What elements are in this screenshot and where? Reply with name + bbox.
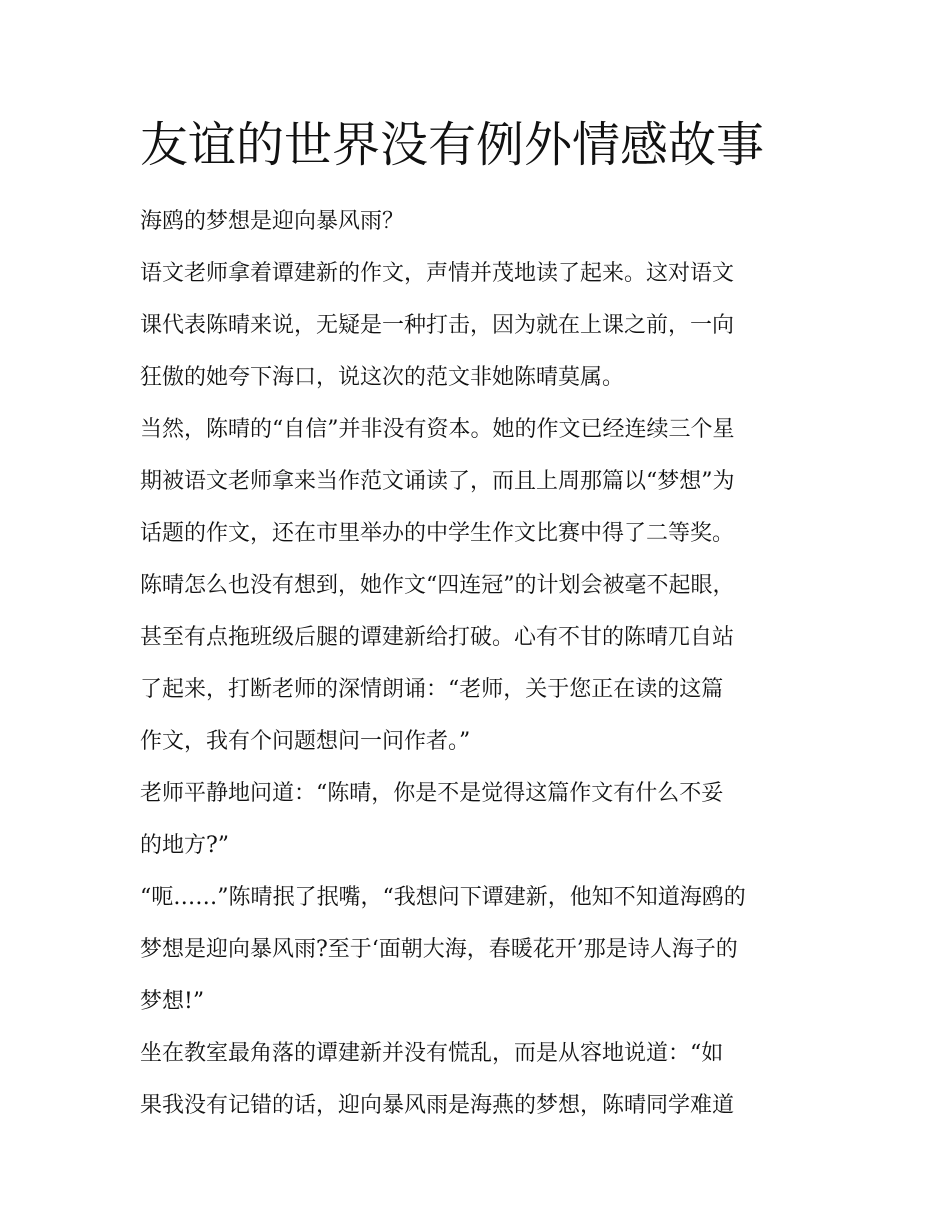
text-line: 话题的作文，还在市里举办的中学生作文比赛中得了二等奖。: [140, 521, 735, 546]
text-line: 了起来，打断老师的深情朗诵：“老师，关于您正在读的这篇: [140, 677, 724, 702]
document-title: 友谊的世界没有例外情感故事: [140, 117, 765, 173]
text-line: 甚至有点拖班级后腿的谭建新给打破。心有不甘的陈晴兀自站: [140, 625, 735, 650]
text-line: 狂傲的她夸下海口，说这次的范文非她陈晴莫属。: [140, 365, 625, 390]
text-line: 语文老师拿着谭建新的作文，声情并茂地读了起来。这对语文: [140, 261, 735, 286]
text-line: 海鸥的梦想是迎向暴风雨？: [140, 209, 405, 234]
text-line: 陈晴怎么也没有想到，她作文“四连冠”的计划会被毫不起眼，: [140, 573, 735, 598]
text-line: 作文，我有个问题想问一问作者。”: [140, 729, 471, 754]
text-line: 老师平静地问道：“陈晴，你是不是觉得这篇作文有什么不妥: [140, 781, 724, 806]
text-line: 坐在教室最角落的谭建新并没有慌乱，而是从容地说道：“如: [140, 1041, 724, 1066]
text-line: 课代表陈晴来说，无疑是一种打击，因为就在上课之前，一向: [140, 313, 735, 338]
text-line: 梦想是迎向暴风雨?至于‘面朝大海，春暖花开’那是诗人海子的: [140, 937, 738, 962]
text-line: 果我没有记错的话，迎向暴风雨是海燕的梦想，陈晴同学难道: [140, 1093, 735, 1118]
text-line: 当然，陈晴的“自信”并非没有资本。她的作文已经连续三个星: [140, 417, 735, 442]
text-line: 梦想!”: [140, 989, 205, 1014]
text-line: 的地方?”: [140, 833, 230, 858]
document-body: [140, 196, 820, 1132]
text-line: “呃……”陈晴抿了抿嘴，“我想问下谭建新，他知不知道海鸥的: [140, 885, 746, 910]
text-line: 期被语文老师拿来当作范文诵读了，而且上周那篇以“梦想”为: [140, 469, 735, 494]
